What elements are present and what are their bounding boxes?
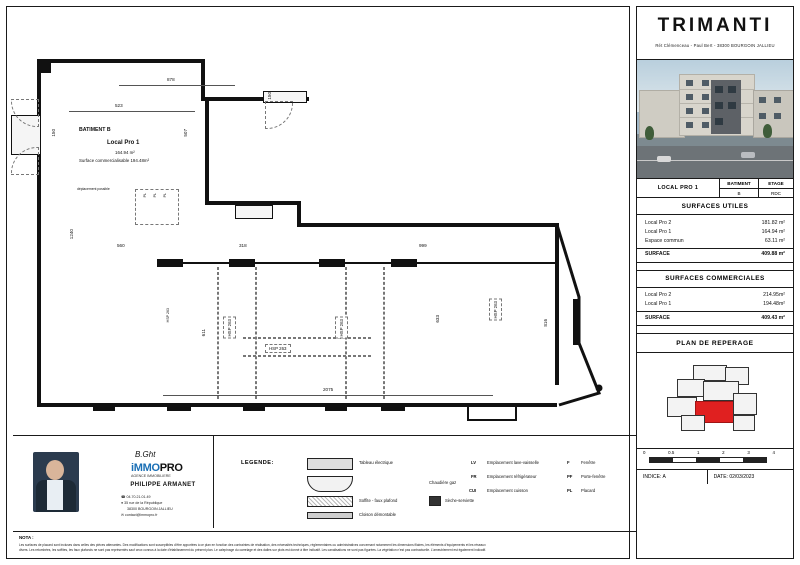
agency-card — [13, 436, 214, 528]
legend-code-cui-label: Emplacement cuisson — [487, 488, 528, 493]
legend-code-fr: FR — [471, 474, 477, 479]
table-row — [637, 227, 793, 236]
scale-bar-block — [637, 449, 793, 470]
sheet-footer — [13, 435, 637, 528]
hsp-label-2: HSP 263 — [223, 317, 236, 339]
nota-body — [19, 543, 631, 552]
dim-1240: 1240 — [69, 229, 74, 240]
date-value: 02/03/2023 — [729, 474, 755, 481]
nota-block — [13, 531, 637, 565]
lot-identity: LOCAL PRO 1 — [637, 179, 720, 197]
legend-swatch-tableau — [307, 458, 353, 470]
partition-a — [217, 267, 219, 399]
panel-spacer-2 — [637, 326, 793, 334]
plan-drawing-area — [6, 6, 630, 559]
dim-816: 816 — [543, 319, 548, 327]
contact-block: ☎ 04.70.21.01.49 ● 35 rue de la République 38300 BOURGOIN JALLIEU ✉ contact@immopro.fr — [121, 495, 173, 518]
row-label: Local Pro 2 — [645, 292, 672, 299]
block-3 — [677, 379, 705, 397]
legend-code-f-label: Fenêtre — [581, 460, 596, 465]
logo-immo-pro: iMMOPRO — [131, 462, 183, 474]
legend-code-pl: PL — [567, 488, 573, 493]
opening-nib-3 — [243, 403, 265, 411]
wall-right-lower — [573, 299, 579, 345]
etage-value: RDC — [771, 191, 781, 196]
opening-nib-6 — [467, 405, 517, 421]
table-row — [637, 300, 793, 309]
scale-tick: 0.5 — [668, 450, 675, 456]
hsp-label-1: HSP 263 — [265, 344, 291, 353]
total-value: 409.43 m² — [761, 314, 785, 321]
table-row — [637, 218, 793, 227]
placard-pl-3: PL — [163, 193, 167, 198]
legend-label-seche: Sèche-serviette — [445, 498, 475, 503]
scale-tick: 2 — [722, 450, 725, 456]
reperage-map — [637, 353, 793, 449]
dim-611: 611 — [201, 329, 206, 337]
row-label: Espace commun — [645, 237, 684, 244]
batiment-header: BATIMENT — [720, 179, 758, 189]
scale-tick: 0 — [643, 450, 646, 456]
batiment-value: B — [737, 191, 741, 196]
row-label: Local Pro 1 — [645, 228, 672, 235]
row-label: Local Pro 2 — [645, 219, 672, 226]
block-5 — [667, 397, 697, 417]
legend-code-f: F — [567, 460, 570, 465]
reperage-title: PLAN DE REPERAGE — [637, 334, 793, 353]
scale-tick-labels — [643, 450, 775, 455]
mail-icon: ✉ — [121, 513, 125, 518]
legend-code-lv-label: Emplacement lave-vaisselle — [487, 460, 539, 465]
wall-right-angled — [555, 223, 559, 385]
phone-icon: ☎ — [121, 495, 126, 499]
batiment-col — [720, 179, 759, 197]
opening-nib-4 — [325, 403, 347, 411]
nota-line-2: divers. Les retombées, les soffites, les faux plafonds ne sont pas représentés sauf ceux connus à la date d'établissement du présent plan. Le calepinage du carrelage et des dalles sur plots est donné à titre indicatif. Les canalisations ne sont pas figurées. La végétation n'est pas contractuelle. L'ameublement est également indicatif. — [19, 547, 487, 552]
partition-f — [243, 355, 371, 357]
hsp-label-5: HSP 263 — [163, 307, 173, 323]
placard-pl-1: PL — [143, 193, 147, 198]
etage-col — [759, 179, 793, 197]
brand-block — [637, 7, 793, 60]
dim-560: 560 — [117, 243, 125, 248]
area-utile-label: 164.94 m² — [115, 150, 135, 155]
brand-subtitle: Rét Clémenceau - Paul Bert - 38300 BOURGOIN JALLIEU — [655, 43, 775, 48]
legend-swatch-seche — [429, 496, 441, 506]
block-6 — [733, 393, 757, 415]
row-value: 164.94 m² — [761, 228, 785, 235]
legend-label-cloison: Cloison démontable — [359, 512, 397, 517]
dim-878: 878 — [167, 77, 175, 82]
legend-title: LEGENDE: — [241, 460, 274, 466]
interior-block — [235, 205, 273, 219]
surfaces-utiles-table — [637, 215, 793, 263]
legend-code-pf-label: Porte-fenêtre — [581, 474, 606, 479]
row-value: 63.11 m² — [764, 237, 785, 244]
nota-title: NOTA : — [19, 535, 34, 540]
dim-150b: 150 — [51, 129, 56, 137]
placard-zone — [135, 189, 179, 225]
legend-code-pf: PF — [567, 474, 573, 479]
legend-code-pl-label: Placard — [581, 488, 596, 493]
lot-label: Local Pro 1 — [107, 140, 140, 146]
table-total-row — [637, 311, 793, 322]
legend-code-cui: CUI — [469, 488, 477, 493]
building-photo — [637, 60, 793, 179]
dim-523: 523 — [115, 103, 123, 108]
dim-line-878 — [119, 85, 235, 86]
partition-b — [255, 267, 257, 399]
legend-label-tableau: Tableau électrique — [359, 460, 393, 465]
partition-e — [243, 337, 371, 339]
opening-nib-2 — [167, 403, 191, 411]
legend-block — [213, 436, 637, 528]
hsp-label-3: HSP 263 — [335, 317, 348, 339]
table-row — [637, 291, 793, 300]
row-value: 181.82 m² — [761, 219, 785, 226]
dim-633: 633 — [435, 315, 440, 323]
opening-top-4 — [391, 259, 417, 267]
nota-line-1: Les surfaces de placard sont incluses dans celles des pièces attenantes. Des modifications sont susceptibles d'être apportées à ce plan en fonction des contraintes de réalisation, des nécessités techniques, réglementaires ou administratives concernant notamment les dimensions filaires, les éléments d'équipements et les réseaux — [19, 543, 486, 547]
avatar — [33, 452, 79, 512]
date-label: DATE: — [713, 474, 728, 481]
legend-label-chaudiere: Chaudière gaz — [429, 480, 457, 485]
surfaces-commerciales-table — [637, 288, 793, 326]
date-cell — [708, 470, 793, 484]
block-8 — [733, 415, 755, 431]
dim-999: 999 — [419, 243, 427, 248]
pin-icon: ● — [121, 501, 124, 506]
row-value: 214.95m² — [763, 292, 785, 299]
opening-nib-1 — [93, 403, 115, 411]
dim-507: 507 — [183, 129, 188, 137]
partition-d — [383, 267, 385, 399]
legend-swatch-cloison — [307, 512, 353, 519]
block-7 — [681, 415, 705, 431]
row-label: Local Pro 1 — [645, 301, 672, 308]
surfaces-utiles-title: SURFACES UTILES — [637, 198, 793, 215]
area-commerciale-label: Surface commercialisable 194.48m² — [79, 158, 150, 163]
dim-line-523 — [69, 111, 195, 112]
dim-318: 318 — [239, 243, 247, 248]
panel-spacer — [637, 263, 793, 271]
total-label: SURFACE — [645, 251, 670, 258]
wall-vert-seg2 — [205, 97, 209, 205]
info-panel — [636, 6, 794, 559]
signature: B.Ght — [135, 450, 156, 459]
wall-h-seg3 — [297, 223, 559, 227]
logo-subtitle: AGENCE IMMOBILIERE — [131, 474, 171, 478]
identity-header-row — [637, 179, 793, 198]
brand-title: TRIMANTI — [657, 15, 773, 36]
row-value: 194.48m² — [763, 301, 785, 308]
placard-pl-2: PL — [153, 193, 157, 198]
legend-swatch-chaudiere — [307, 476, 353, 492]
scale-tick: 4 — [772, 450, 775, 456]
legend-label-soffite: Soffite - faux plafond — [359, 498, 398, 503]
legend-swatch-soffite — [307, 496, 353, 507]
scale-tick: 1 — [697, 450, 700, 456]
etage-header: ETAGE — [759, 179, 793, 189]
batiment-label: BATIMENT B — [79, 127, 111, 133]
agent-name: PHILIPPE ARMANET — [130, 482, 196, 488]
total-label: SURFACE — [645, 314, 670, 321]
placard-note: déplacement possible — [77, 187, 110, 191]
table-row — [637, 236, 793, 245]
legend-code-lv: LV — [471, 460, 477, 465]
door-swing-top — [265, 101, 293, 129]
legend-code-fr-label: Emplacement réfrigérateur — [487, 474, 537, 479]
surfaces-commerciales-title: SURFACES COMMERCIALES — [637, 271, 793, 288]
opening-top-2 — [229, 259, 255, 267]
wall-vert-mid-top — [201, 59, 205, 101]
opening-top-3 — [319, 259, 345, 267]
total-value: 409.88 m² — [761, 251, 785, 258]
dim-2075: 2075 — [323, 387, 334, 392]
scale-tick: 3 — [747, 450, 750, 456]
dim-150a: 150 — [267, 92, 272, 100]
hsp-label-4: HSP 263 — [489, 299, 502, 321]
indice-cell: INDICE: A — [637, 470, 708, 484]
wall-top-left — [37, 59, 205, 63]
dim-line-2075 — [163, 395, 493, 396]
scale-bar — [649, 457, 767, 463]
opening-top-1 — [157, 259, 183, 267]
revision-row — [637, 470, 793, 484]
opening-nib-5 — [381, 403, 405, 411]
table-total-row — [637, 248, 793, 259]
